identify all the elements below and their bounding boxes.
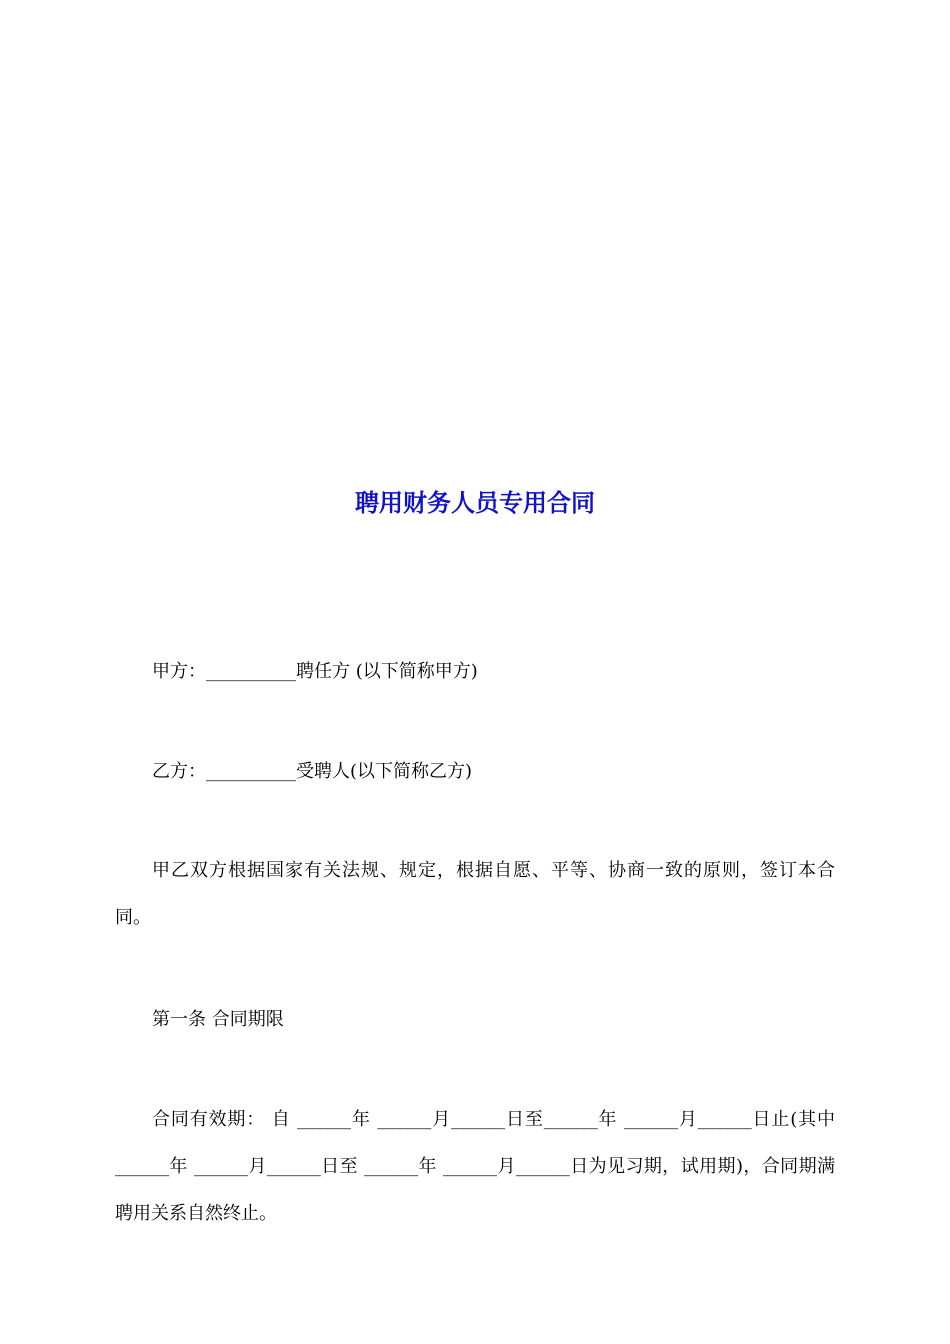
document-title: 聘用财务人员专用合同 — [355, 488, 595, 517]
contract-period-paragraph: 合同有效期： 自 ______年 ______月______日至______年 ______月______日止(其中 ______年 ______月______日至 ______年 ______月______日为见习期，试用期)，合同期满聘用关系自然终止。 — [115, 1109, 835, 1224]
article-1-heading: 第一条 合同期限 — [152, 1009, 284, 1030]
party-b-line: 乙方：__________受聘人(以下简称乙方) — [152, 761, 473, 782]
intro-paragraph: 甲乙双方根据国家有关法规、规定，根据自愿、平等、协商一致的原则，签订本合同。 — [115, 860, 835, 928]
party-a-line: 甲方：__________聘任方 (以下简称甲方) — [152, 661, 478, 682]
